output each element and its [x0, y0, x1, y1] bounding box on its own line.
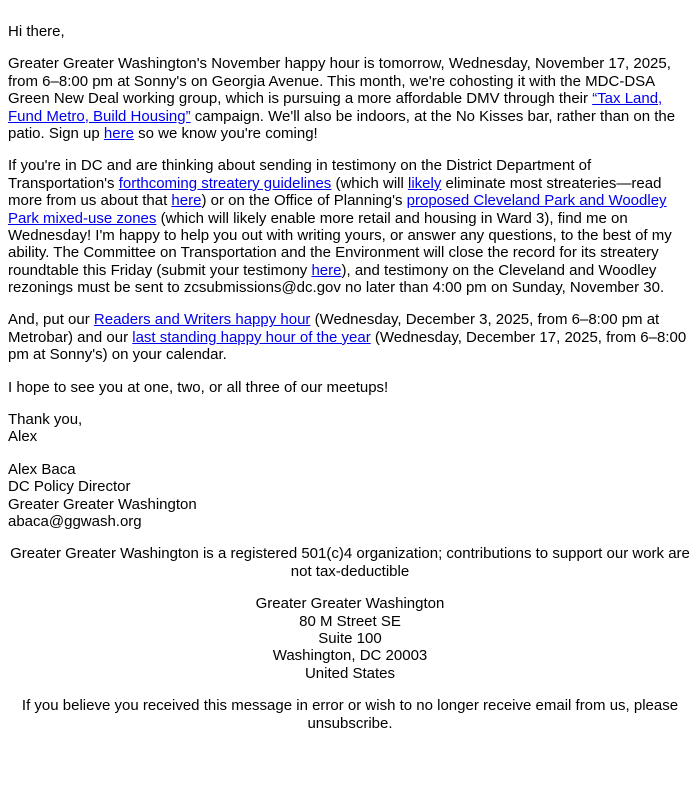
address-street: 80 M Street SE: [299, 612, 401, 630]
closing-thank-you: Thank you,: [8, 411, 83, 429]
address-country: United States: [304, 664, 396, 682]
footer-address-block: [8, 595, 692, 682]
link-streatery-read-more-here[interactable]: here: [171, 192, 202, 210]
signature-org: Greater Greater Washington: [8, 495, 197, 513]
paragraph-calendar: [8, 311, 692, 363]
paragraph-closing: [8, 411, 692, 446]
text-segment: ) or on the Office of Planning's: [201, 192, 407, 210]
link-signup-here[interactable]: here: [103, 124, 134, 142]
signature-block: [8, 461, 692, 531]
text-segment: ), and testimony on the Cleveland and Woodley rezonings must be sent to zcsubmissions@dc.gov no later than 4:00 pm on Sunday, November 30.: [8, 261, 665, 297]
greeting: Hi there,: [8, 23, 65, 40]
text-segment: (Wednesday, December 17, 2025, from 6–8:00 pm at Sonny's) on your calendar.: [8, 328, 687, 364]
text-segment: (Wednesday, December 3, 2025, from 6–8:00 pm at Metrobar) and our: [8, 311, 660, 346]
text-segment: (which will: [331, 174, 408, 192]
text-segment: (which will likely enable more retail and housing in Ward 3), find me on Wednesday! I'm happy to help you out with writing yours, or answer any questions, to the best of my ability. The Committee on Transportation and the Environment will close the record for its streatery roundtable this Friday (submit your testimony: [8, 209, 672, 279]
address-org: Greater Greater Washington: [255, 595, 445, 613]
text-segment: so we know you're coming!: [133, 124, 318, 142]
address-suite: Suite 100: [318, 629, 382, 647]
text-segment: And, put our: [8, 311, 94, 329]
closing-name: Alex: [8, 428, 38, 446]
address-city: Washington, DC 20003: [272, 647, 428, 665]
signature-title: DC Policy Director: [8, 478, 131, 496]
paragraph-testimony: [8, 157, 692, 296]
text-segment: Greater Greater Washington's November happy hour is tomorrow, Wednesday, November 17, 2025, from 6–8:00 pm at Sonny's on Georgia Avenue. This month, we're cohosting it with the MDC-DSA Green New Deal working group, which is pursuing a more affordable DMV through their: [8, 55, 671, 108]
link-submit-testimony-here[interactable]: here: [311, 261, 342, 279]
text-segment: campaign. We'll also be indoors, at the No Kisses bar, rather than on the patio. Sign up: [8, 107, 676, 142]
paragraph-happy-hour: [8, 55, 692, 142]
link-last-standing-happy-hour[interactable]: last standing happy hour of the year: [132, 328, 371, 346]
link-streatery-guidelines[interactable]: forthcoming streatery guidelines: [118, 174, 332, 192]
footer-disclaimer: Greater Greater Washington is a registered 501(c)4 organization; contributions to support our work are not tax-deductible: [10, 545, 690, 580]
link-tax-land-campaign[interactable]: “Tax Land, Fund Metro, Build Housing”: [8, 90, 663, 125]
text-segment: eliminate most streateries—read more from us about that: [8, 174, 662, 210]
text-segment: If you're in DC and are thinking about sending in testimony on the District Department of Transportation's: [8, 157, 592, 192]
paragraph-hope: I hope to see you at one, two, or all three of our meetups!: [8, 378, 389, 396]
link-likely[interactable]: likely: [408, 174, 442, 192]
link-cleveland-woodley-zones[interactable]: proposed Cleveland Park and Woodley Park mixed-use zones: [8, 192, 667, 227]
footer-unsubscribe-notice: If you believe you received this message in error or wish to no longer receive email from us, please unsubscribe.: [21, 697, 679, 732]
signature-email: abaca@ggwash.org: [8, 512, 142, 530]
signature-name: Alex Baca: [8, 460, 76, 478]
link-readers-writers-happy-hour[interactable]: Readers and Writers happy hour: [93, 311, 311, 329]
